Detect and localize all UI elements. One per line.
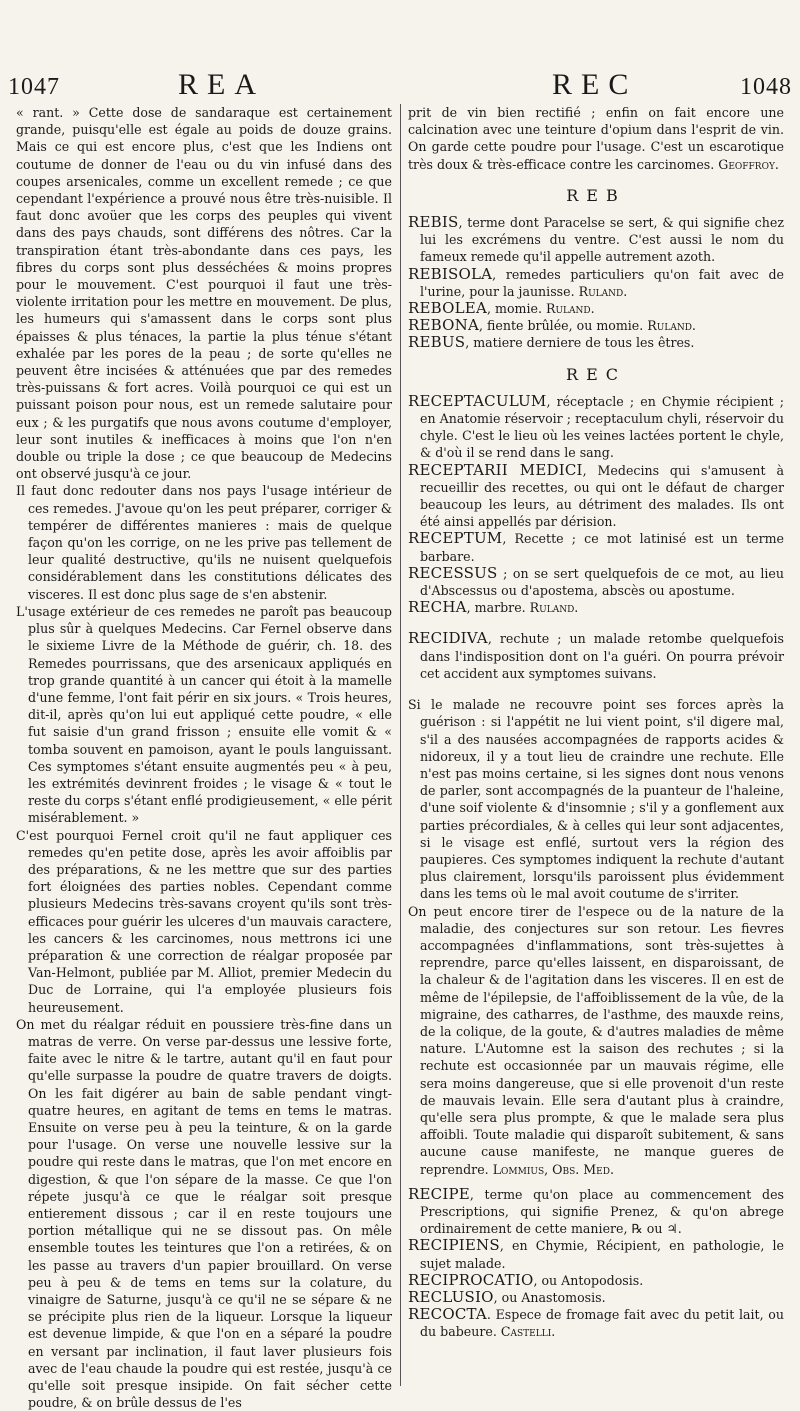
running-header	[0, 60, 800, 104]
entry-term: RECHA	[408, 598, 467, 617]
right-page-number: 1048	[740, 74, 792, 100]
right-column	[408, 104, 784, 1341]
entry-term: REBISOLA	[408, 264, 493, 283]
entry-term: RECIPE	[408, 1184, 470, 1203]
dictionary-entry: RECESSUS ; on se sert quelquefois de ce mot, au lieu d'Abscessus ou d'apostema, abscès ou apostume.	[408, 563, 784, 599]
dictionary-entry: RECEPTACULUM, réceptacle ; en Chymie récipient ; en Anatomie réservoir ; receptaculum chyli, réservoir du chyle. C'est le lieu où les veines lactées portent le chyle, & d'où il se rend dans le sang.	[408, 391, 784, 461]
entry-term: REBONA	[408, 316, 479, 335]
left-column	[16, 104, 392, 1411]
dictionary-entry: REBUS, matiere derniere de tous les êtres.	[408, 333, 695, 352]
author-citation: Lommius, Obs. Med.	[492, 1161, 614, 1177]
left-running-title: REA	[178, 68, 265, 101]
paragraph: « rant. » Cette dose de sandaraque est certainement grande, puisqu'elle est égale au poids de douze grains. Mais ce qui est encore plus, c'est que les Indiens ont coutume de donner de l'eau ou du vin infusé dans des coupes arsenicales, comme un excellent remede ; ce que cependant l'expérience a prouvé nous être très-nuisible. Il faut donc avoüer que les corps des peuples qui vivent dans des pays chauds, sont différens des nôtres. Car la transpiration étant très-abondante dans ces pays, les fibres du corps sont plus desséchées & moins propres pour le mouvement. C'est pourquoi il faut une très-violente irritation pour les mettre en mouvement. De plus, les humeurs qui s'amassent dans le corps sont plus épaisses & plus ténaces, la partie la plus ténue s'étant exhalée par les pores de la peau ; de sorte qu'elles ne peuvent être incisées & atténuées que par des remedes très-puissans & fort acres. Voilà pourquoi ce qui est un puissant poison pour nous, est un remede salutaire pour eux ; & les purgatifs que nous avons coutume d'employer, leur sont inutiles & inefficaces à moins que l'on n'en double ou triple la dose ; ce que beaucoup de Medecins ont observé jusqu'à ce jour.	[16, 105, 392, 482]
entry-term: RECESSUS	[408, 563, 498, 582]
left-page-number: 1047	[8, 74, 60, 100]
entry-term: RECEPTUM	[408, 529, 503, 548]
column-divider	[400, 104, 401, 1386]
dictionary-entry: RECEPTARII MEDICI, Medecins qui s'amusent à recueillir des recettes, ou qui ont le défaut de charger beaucoup les leurs, au détriment des malades. Ils ont été ainsi appellés par dérision.	[408, 460, 784, 530]
dictionary-entry: RECIPROCATIO, ou Antopodosis.	[408, 1270, 644, 1289]
author-citation: Ruland.	[647, 318, 696, 334]
paragraph: Il faut donc redouter dans nos pays l'usage intérieur de ces remedes. J'avoue qu'on les peut préparer, corriger & tempérer de différentes manieres : mais de quelque façon qu'on les corrige, on ne les prive pas tellement de leur qualité destructive, qu'ils ne nuisent quelquefois considérablement dans les constitutions délicates des visceres. Il est donc plus sage de s'en abstenir.	[16, 483, 392, 602]
entry-term: RECOCTA	[408, 1305, 487, 1324]
right-running-title: REC	[552, 68, 638, 101]
entry-term: RECEPTARII MEDICI	[408, 460, 583, 479]
dictionary-entry: REBONA, fiente brûlée, ou momie. Ruland.	[408, 316, 696, 335]
section-heading-reb: REB	[566, 185, 626, 205]
entry-term: REBIS	[408, 213, 459, 232]
author-citation: Ruland.	[529, 600, 579, 616]
entry-term: RECIDIVA	[408, 629, 488, 648]
author-citation: Geoffroy.	[718, 156, 779, 172]
dictionary-entry: RECIPE, terme qu'on place au commencement des Prescriptions, qui signifie Prenez, & qu'on abrege ordinairement de cette maniere, ℞ ou ♃.	[408, 1184, 784, 1237]
dictionary-entry: RECIPIENS, en Chymie, Récipient, en pathologie, le sujet malade.	[408, 1236, 784, 1271]
dictionary-entry: REBOLEA, momie. Ruland.	[408, 299, 595, 318]
dictionary-entry: REBIS, terme dont Paracelse se sert, & qui signifie chez lui les excrémens du ventre. C'est aussi le nom du fameux remede qu'il appelle autrement azoth.	[408, 213, 784, 265]
entry-term: RECIPIENS	[408, 1236, 500, 1255]
paragraph: L'usage extérieur de ces remedes ne paroît pas beaucoup plus sûr à quelques Medecins. Car Fernel observe dans le sixieme Livre de la Méthode de guérir, ch. 18. des Remedes pourrissans, que des arsenicaux appliqués en trop grande quantité à un cancer qui étoit à la mamelle d'une femme, l'ont fait périr en six jours. « Trois heures, dit-il, après qu'on lui eut appliqué cette poudre, « elle fut saisie d'un grand frisson ; ensuite elle vomit & « tomba souvent en pamoison, ayant le pouls languissant. Ces symptomes s'étant ensuite augmentés peu « à peu, les extrémités devinrent froides ; le visage & « tout le reste du corps s'étant enflé prodigieusement, « elle périt misérablement. »	[16, 603, 392, 826]
paragraph: C'est pourquoi Fernel croit qu'il ne faut appliquer ces remedes qu'en petite dose, après les avoir affoiblis par des préparations, & ne les mettre que sur des parties fort éloignées des parties nobles. Cependant comme plusieurs Medecins très-savans croyent qu'ils sont très-efficaces pour guérir les ulceres d'un mauvais caractere, les cancers & les carcinomes, nous mettrons ici une préparation & une correction de réalgar proposée par Van-Helmont, publiée par M. Alliot, premier Medecin du Duc de Lorraine, qui l'a employée plusieurs fois heureusement.	[16, 827, 392, 1015]
dictionary-entry: RECIDIVA, rechute ; un malade retombe quelquefois dans l'indisposition dont on l'a guéri. On pourra prévoir cet accident aux symptomes suivans.	[408, 629, 784, 681]
entry-term: RECLUSIO	[408, 1288, 494, 1306]
author-citation: Ruland.	[578, 283, 628, 299]
entry-term: REBUS	[408, 333, 466, 352]
spacer	[408, 616, 784, 630]
spacer	[408, 682, 784, 696]
paragraph: Si le malade ne recouvre point ses forces après la guérison : si l'appétit ne lui vient point, s'il digere mal, s'il a des nausées accompagnées de rapports acides & nidoreux, il y a tout lieu de craindre une rechute. Elle n'est pas moins certaine, si les signes dont nous venons de parler, sont accompagnés de la puanteur de l'haleine, d'une soif violente & d'insomnie ; s'il y a gonflement aux parties précordiales, & à celles qui leur sont adjacentes, si le visage est enflé, surtout vers la région des paupieres. Ces symptomes indiquent la rechute d'autant plus clairement, lorsqu'ils paroissent plus évidemment dans les tems où le mal avoit coutume de s'irriter.	[408, 697, 784, 902]
entry-term: REBOLEA	[408, 299, 487, 318]
paragraph: On met du réalgar réduit en poussiere très-fine dans un matras de verre. On verse par-dessus une lessive forte, faite avec le nitre & le tartre, autant qu'il en faut pour qu'elle surpasse la poudre de quatre travers de doigts. On les fait digérer au bain de sable pendant vingt-quatre heures, en agitant de tems en tems le matras. Ensuite on verse peu à peu la teinture, & on la garde pour l'usage. On verse une nouvelle lessive sur la poudre qui reste dans le matras, que l'on met encore en digestion, & que l'on sépare de la masse. Ce que l'on répete jusqu'à ce que le réalgar soit presque entierement dissous ; car il en reste toujours une portion métallique qui ne se dissout pas. On mêle ensemble toutes les teintures que l'on a retirées, & on les passe au travers d'un papier brouillard. On verse peu à peu & de tems en tems sur la colature, du vinaigre de Saturne, jusqu'à ce qu'il ne se sépare & ne se précipite plus rien de la liqueur. Lorsque la liqueur est devenue limpide, & que l'on en a séparé la poudre en versant par inclination, il faut laver plusieurs fois avec de l'eau chaude la poudre qui est restée, jusqu'à ce qu'elle soit presque insipide. On fait sécher cette poudre, & on brûle dessus de l'es	[16, 1016, 392, 1411]
dictionary-entry: REBISOLA, remedes particuliers qu'on fait avec de l'urine, pour la jaunisse. Ruland.	[408, 264, 784, 299]
entry-term: RECIPROCATIO	[408, 1270, 534, 1289]
author-citation: Ruland.	[545, 301, 595, 317]
dictionary-entry: RECHA, marbre. Ruland.	[408, 598, 579, 617]
paragraph: prit de vin bien rectifié ; enfin on fait encore une calcination avec une teinture d'opium dans l'esprit de vin. On garde cette poudre pour l'usage. C'est un escarotique très doux & très-efficace contre les carcinomes. Geoffroy.	[408, 105, 784, 172]
dictionary-entry: RECOCTA. Espece de fromage fait avec du petit lait, ou du babeure. Castelli.	[408, 1305, 784, 1340]
dictionary-entry: RECEPTUM, Recette ; ce mot latinisé est un terme barbare.	[408, 529, 784, 564]
section-heading-rec: REC	[566, 364, 626, 384]
paragraph: On peut encore tirer de l'espece ou de la nature de la maladie, des conjectures sur son retour. Les fievres accompagnées d'inflammations, sont très-sujettes à reprendre, parce qu'elles laissent, en disparoissant, de la chaleur & de l'agitation dans les visceres. Il en est de même de l'épilepsie, de l'affoiblissement de la vûe, de la migraine, des catharres, de l'asthme, des mauxde reins, de la colique, de la goute, & d'autres maladies de même nature. L'Automne est la saison des rechutes ; si la rechute est occasionnée par un mauvais régime, elle sera moins dangereuse, que si elle provenoit d'un reste de mauvais levain. Elle sera d'autant plus à craindre, qu'elle sera plus prompte, & que le malade sera plus affoibli. Toute maladie qui disparoît subitement, & sans aucune cause manifeste, ne manque gueres de reprendre. Lommius, Obs. Med.	[408, 903, 784, 1177]
entry-term: RECEPTACULUM	[408, 391, 547, 410]
author-citation: Castelli.	[500, 1324, 556, 1340]
dictionary-entry: RECLUSIO, ou Anastomosis.	[408, 1288, 606, 1306]
